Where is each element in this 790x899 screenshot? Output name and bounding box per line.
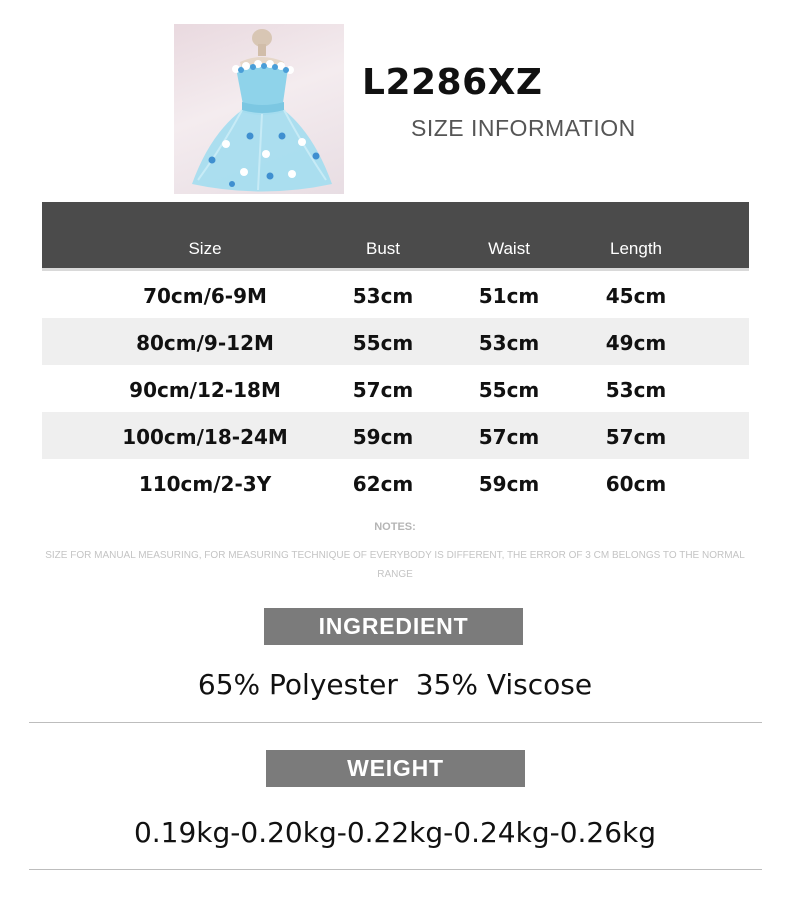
cell-size: 110cm/2-3Y (138, 472, 272, 496)
cell-waist: 51cm (478, 284, 540, 308)
weight-label: WEIGHT (266, 750, 525, 787)
cell-bust: 55cm (352, 331, 414, 355)
cell-length: 60cm (605, 472, 667, 496)
cell-waist: 59cm (478, 472, 540, 496)
cell-length: 49cm (605, 331, 667, 355)
dress-photo-icon (174, 24, 344, 194)
notes-title: NOTES: (374, 521, 416, 533)
cell-bust: 53cm (352, 284, 414, 308)
size-table (42, 202, 749, 506)
product-code: L2286XZ (362, 62, 543, 103)
cell-length: 45cm (605, 284, 667, 308)
cell-bust: 59cm (352, 425, 414, 449)
cell-length: 57cm (605, 425, 667, 449)
ingredient-label: INGREDIENT (264, 608, 523, 645)
table-row (42, 271, 749, 318)
table-row (42, 459, 749, 506)
size-table-header (42, 202, 749, 271)
size-information-title: SIZE INFORMATION (411, 115, 636, 141)
notes-text: SIZE FOR MANUAL MEASURING, FOR MEASURING TECHNIQUE OF EVERYBODY IS DIFFERENT, THE ERROR OF 3 CM BELONGS TO THE NORMAL RANGE (45, 550, 745, 580)
header-length: Length (610, 239, 662, 258)
weight-value: 0.19kg-0.20kg-0.22kg-0.24kg-0.26kg (133, 816, 657, 849)
cell-bust: 57cm (352, 378, 414, 402)
table-row (42, 412, 749, 459)
cell-waist: 53cm (478, 331, 540, 355)
cell-size: 70cm/6-9M (143, 284, 267, 308)
cell-waist: 55cm (478, 378, 540, 402)
header-size: Size (188, 239, 222, 258)
header-bust: Bust (365, 239, 401, 258)
cell-length: 53cm (605, 378, 667, 402)
divider (29, 722, 762, 723)
cell-size: 100cm/18-24M (122, 425, 288, 449)
cell-bust: 62cm (352, 472, 414, 496)
ingredient-value: 65% Polyester 35% Viscose (197, 668, 593, 701)
cell-size: 90cm/12-18M (129, 378, 281, 402)
table-row (42, 318, 749, 365)
table-row (42, 365, 749, 412)
cell-waist: 57cm (478, 425, 540, 449)
cell-size: 80cm/9-12M (136, 331, 274, 355)
header-waist: Waist (488, 239, 530, 258)
product-image (174, 24, 344, 194)
divider (29, 869, 762, 870)
